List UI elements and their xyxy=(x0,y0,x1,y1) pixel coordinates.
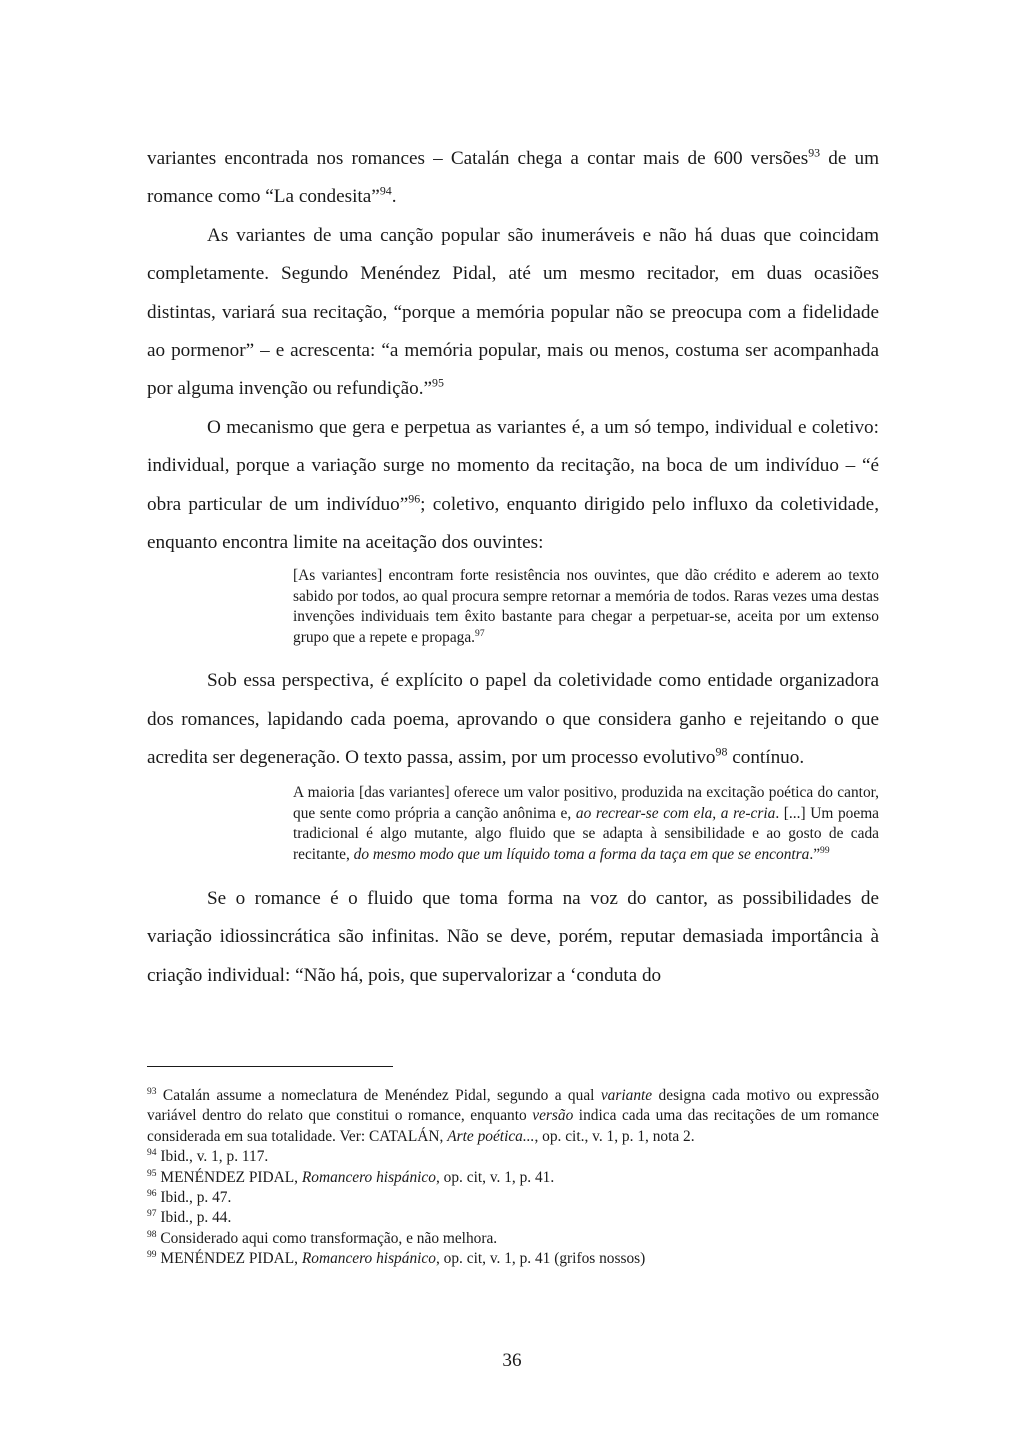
footnote-ref-99[interactable]: 99 xyxy=(820,844,830,856)
footnote-number: 99 xyxy=(147,1249,157,1261)
footnote-text: , op. cit, v. 1, p. 41 (grifos nossos) xyxy=(435,1250,646,1268)
paragraph-1 xyxy=(147,140,879,217)
quote-text: A maioria [das variantes] oferece um valor positivo, produzida na excitação poética do cantor, que sente como própria a canção anônima e, xyxy=(293,784,879,822)
footnote-emphasis: Romancero hispánico xyxy=(301,1168,436,1186)
paragraph-text: . xyxy=(391,186,397,208)
quote-text: . [...] Um poema tradicional é algo mutante, algo fluido que se adapta à sensibilidade e ao gosto de cada recitante, xyxy=(293,804,880,863)
footnote-97 xyxy=(147,1208,879,1228)
page-number: 36 xyxy=(502,1350,522,1371)
paragraph-text: Se o romance é o fluido que toma forma na voz do cantor, as possibilidades de variação idiossincrática são infinitas. Não se deve, porém, reputar demasiada importância à criação individual: “Não há, pois, que supervalorizar a ‘conduta do xyxy=(147,887,879,986)
paragraph-2 xyxy=(147,217,879,409)
footnote-number: 95 xyxy=(147,1167,157,1179)
footnote-number: 93 xyxy=(147,1085,157,1097)
footnote-number: 96 xyxy=(147,1187,157,1199)
paragraph-text: As variantes de uma canção popular são inumeráveis e não há duas que coincidam completamente. Segundo Menéndez Pidal, até um mesmo recitador, em duas ocasiões distintas, variará sua recitação, “porque a memória popular não se preocupa com a fidelidade ao pormenor” – e acrescenta: “a memória popular, mais ou menos, costuma ser acompanhada por alguma invenção ou refundição.” xyxy=(147,224,879,400)
footnote-text: MENÉNDEZ PIDAL, xyxy=(156,1250,302,1268)
footnote-text: indica cada uma das recitações de um romance considerada em sua totalidade. Ver: CATALÁN, xyxy=(147,1107,880,1145)
footnote-ref-95[interactable]: 95 xyxy=(432,376,444,391)
footnote-emphasis: Romancero hispánico xyxy=(301,1250,436,1268)
paragraph-3 xyxy=(147,409,879,563)
footnote-divider xyxy=(147,1066,393,1067)
footnote-text: Considerado aqui como transformação, e não melhora. xyxy=(156,1229,498,1247)
footnote-emphasis: variante xyxy=(600,1087,653,1104)
footnote-text: Catalán assume a nomeclatura de Menéndez Pidal, segundo a qual xyxy=(156,1087,601,1104)
paragraph-text: de um romance como “La condesita” xyxy=(147,148,879,208)
footnote-emphasis: versão xyxy=(532,1107,574,1125)
quote-text: [As variantes] encontram forte resistência nos ouvintes, que dão crédito e aderem ao texto sabido por todos, ao qual procura sempre retornar a memória de todos. Raras vezes uma destas invenções individuais tem êxito bastante para chegar a perpetuar-se, aceita por um extenso grupo que a repete e propaga. xyxy=(293,567,879,646)
footnote-96 xyxy=(147,1188,879,1208)
footnote-ref-93[interactable]: 93 xyxy=(808,145,821,160)
paragraph-text: ; coletivo, enquanto dirigido pelo influxo da coletividade, enquanto encontra limite na aceitação dos ouvintes: xyxy=(147,493,879,554)
paragraph-text: O mecanismo que gera e perpetua as variantes é, a um só tempo, individual e coletivo: individual, porque a variação surge no momento da recitação, na boca de um indivíduo – “é obra particular de um indivíduo” xyxy=(147,416,879,515)
footnote-ref-98[interactable]: 98 xyxy=(715,744,728,759)
block-quote-1 xyxy=(293,566,879,648)
footnote-93 xyxy=(147,1086,879,1147)
footnote-95 xyxy=(147,1168,879,1188)
footnote-99 xyxy=(147,1249,879,1269)
quote-emphasis: ao recrear-se com ela, a re-cria xyxy=(575,804,776,822)
quote-emphasis: do mesmo modo que um líquido toma a forma da taça em que se encontra xyxy=(353,845,810,863)
page-body xyxy=(147,140,879,995)
footnote-number: 97 xyxy=(147,1208,157,1220)
footnote-text: Ibid., v. 1, p. 117. xyxy=(156,1148,269,1166)
footnote-text: MENÉNDEZ PIDAL, xyxy=(156,1168,302,1186)
footnote-text: Ibid., p. 47. xyxy=(156,1189,232,1207)
footnote-text: Ibid., p. 44. xyxy=(156,1209,232,1227)
paragraph-4 xyxy=(147,662,879,777)
footnotes xyxy=(147,1086,879,1270)
footnote-emphasis: Arte poética... xyxy=(447,1127,535,1145)
footnote-94 xyxy=(147,1147,879,1167)
paragraph-text: variantes encontrada nos romances – Catalán chega a contar mais de 600 versões xyxy=(147,148,809,169)
block-quote-2 xyxy=(293,783,879,865)
footnote-number: 98 xyxy=(147,1228,157,1240)
footnote-ref-94[interactable]: 94 xyxy=(379,184,392,199)
footnote-ref-97[interactable]: 97 xyxy=(475,627,485,639)
footnote-text: , op. cit, v. 1, p. 41. xyxy=(435,1168,555,1186)
footnote-text: designa cada motivo ou expressão variável dentro do relato que constitui o romance, enquanto xyxy=(147,1087,880,1125)
paragraph-text: contínuo. xyxy=(727,746,805,768)
footnote-text: , op. cit., v. 1, p. 1, nota 2. xyxy=(534,1127,695,1145)
footnote-number: 94 xyxy=(147,1147,157,1159)
paragraph-5 xyxy=(147,880,879,995)
quote-text: .” xyxy=(809,845,821,863)
paragraph-text: Sob essa perspectiva, é explícito o papel da coletividade como entidade organizadora dos romances, lapidando cada poema, aprovando o que considera ganho e rejeitando o que acredita ser degeneração. O texto passa, assim, por um processo evolutivo xyxy=(147,670,879,768)
footnote-98 xyxy=(147,1229,879,1249)
footnote-ref-96[interactable]: 96 xyxy=(408,491,421,506)
